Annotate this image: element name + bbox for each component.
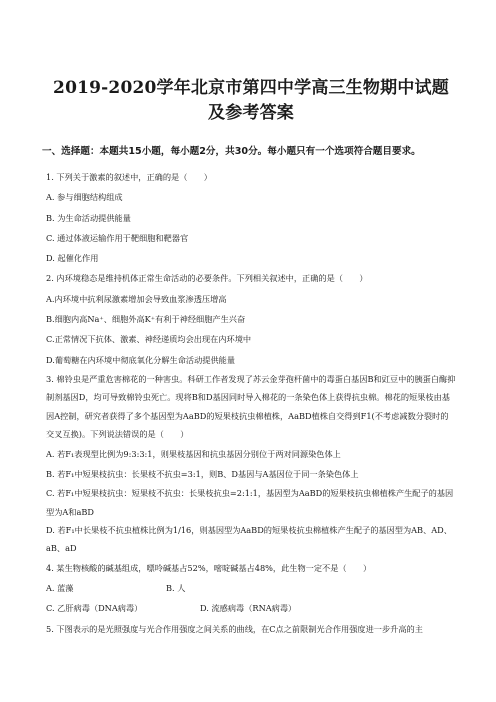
question-2 xyxy=(46,268,456,369)
option-a: A. 若F₁表现型比例为9:3:3:1，则果枝基因和抗虫基因分别位于两对同源染色体上 xyxy=(46,448,341,459)
option-d: D. 流感病毒（RNA病毒） xyxy=(200,603,297,614)
title-line-2: 及参考答案 xyxy=(208,103,294,123)
question-5 xyxy=(46,619,456,639)
question-1 xyxy=(46,167,456,268)
option-b: B. 若F₁中短果枝抗虫：长果枝不抗虫=3:1，则B、D基因与A基因位于同一条染色体上 xyxy=(46,468,359,479)
option-row-ab xyxy=(46,578,456,598)
question-stem: 5. 下图表示的是光照强度与光合作用强度之间关系的曲线，在C点之前限制光合作用强度进一步升高的主 xyxy=(46,623,423,634)
question-4 xyxy=(46,558,456,619)
option-b: B. 人 xyxy=(166,583,186,594)
question-list xyxy=(46,167,456,639)
option-row-cd xyxy=(46,598,456,618)
option-d: D. 起催化作用 xyxy=(46,253,99,264)
question-stem: 1. 下列关于激素的叙述中，正确的是（ ） xyxy=(46,172,212,182)
option-c: C. 乙肝病毒（DNA病毒） xyxy=(46,603,143,614)
document-title xyxy=(46,0,456,126)
option-c: C. 若F₁中短果枝抗虫：短果枝不抗虫：长果枝抗虫=2:1:1，基因型为AaBD的短果枝抗虫棉植株产生配子的基因型为A和aBD xyxy=(46,488,454,517)
question-stem: 4. 某生物核酸的碱基组成，嘌呤碱基占52%，嘧啶碱基占48%，此生物一定不是（ ） xyxy=(46,562,372,573)
option-a: A. 蓝藻 xyxy=(46,583,74,594)
option-a: A.内环境中抗利尿激素增加会导致血浆渗透压增高 xyxy=(46,293,227,304)
option-a: A. 参与细胞结构组成 xyxy=(46,192,123,203)
option-c: C. 通过体液运输作用于靶细胞和靶器官 xyxy=(46,232,189,243)
question-3 xyxy=(46,370,456,558)
question-stem: 2. 内环境稳态是维持机体正常生命活动的必要条件。下列相关叙述中，正确的是（ ） xyxy=(46,273,368,284)
option-d: D. 若F₁中长果枝不抗虫植株比例为1/16，则基因型为AaBD的短果枝抗虫棉植株产生配子的基因型为AB、AD、aB、aD xyxy=(46,525,452,554)
option-c: C.正常情况下抗体、激素、神经递质均会出现在内环境中 xyxy=(46,334,252,345)
question-stem: 3. 棉铃虫是严重危害棉花的一种害虫。科研工作者发现了苏云金芽孢杆菌中的毒蛋白基因B和豇豆中的胰蛋白酶抑制剂基因D，均可导致棉铃虫死亡。现将B和D基因同时导入棉花的一条染色体上获得抗虫棉。棉花的短果枝由基因A控制，研究者获得了多个基因型为AaBD的短果枝抗虫棉植株，AaBD植株自交得到F1(不考虑减数分裂时的交叉互换)。下列说法错误的是（ ） xyxy=(46,373,456,440)
option-b: B.细胞内高Na⁺、细胞外高K⁺有利于神经细胞产生兴奋 xyxy=(46,314,246,325)
section-heading: 一、选择题：本题共15小题，每小题2分，共30分。每小题只有一个选项符合题目要求。 xyxy=(42,146,421,157)
title-line-1: 2019-2020学年北京市第四中学高三生物期中试题 xyxy=(53,78,449,98)
option-d: D.葡萄糖在内环境中彻底氧化分解生命活动提供能量 xyxy=(46,354,236,365)
option-b: B. 为生命活动提供能量 xyxy=(46,212,131,223)
